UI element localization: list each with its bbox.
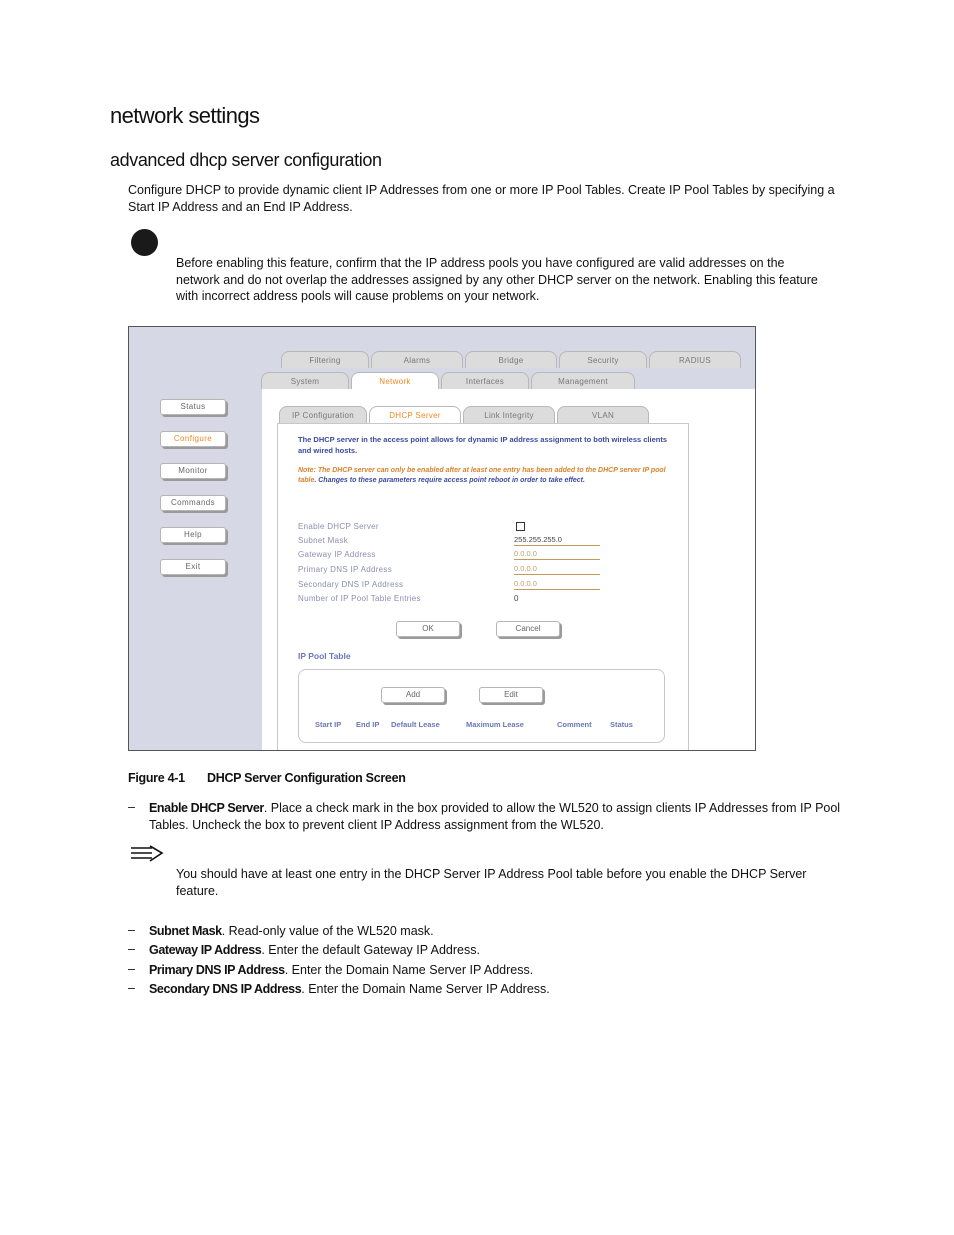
bullet-text: . Enter the Domain Name Server IP Address. [301, 982, 550, 996]
figure-number: Figure 4-1 [128, 771, 185, 785]
dhcp-panel [277, 423, 689, 751]
gateway-ip-label: Gateway IP Address [298, 550, 376, 559]
secondary-dns-label: Secondary DNS IP Address [298, 580, 404, 589]
note-pool: DHCP server IP pool table [298, 467, 666, 484]
primary-dns-input[interactable]: 0.0.0.0 [514, 563, 600, 575]
bullet-term: Secondary DNS IP Address [149, 982, 302, 996]
dhcp-description: The DHCP server in the access point allows for dynamic IP address assignment to both wireless clients and wired hosts. [298, 435, 668, 455]
tab-security[interactable]: Security [559, 351, 647, 368]
bullet-primary-dns [149, 962, 533, 979]
tab-radius[interactable]: RADIUS [649, 351, 741, 368]
bullet-text: . Read-only value of the WL520 mask. [221, 924, 434, 938]
note-line: You should have at least one entry in the DHCP Server IP Address Pool table before you enable the DHCP Server [176, 867, 807, 881]
caution-paragraph [176, 255, 818, 305]
column-comment: Comment [557, 720, 592, 729]
note-end: . Changes to these parameters require access point reboot in order to take effect. [314, 477, 585, 484]
note-paragraph [176, 866, 806, 899]
caution-line: with incorrect address pools will cause problems on your network. [176, 289, 540, 303]
page-heading: network settings [110, 103, 260, 128]
tab-interfaces[interactable]: Interfaces [441, 372, 529, 389]
ok-button[interactable]: OK [396, 621, 460, 637]
ip-pool-table [298, 669, 665, 743]
tab-ip-configuration[interactable]: IP Configuration [279, 406, 367, 423]
subnet-mask-label: Subnet Mask [298, 536, 348, 545]
bullet-dash: – [128, 800, 135, 814]
edit-button[interactable]: Edit [479, 687, 543, 703]
enable-dhcp-checkbox[interactable] [516, 522, 525, 531]
column-start-ip: Start IP [315, 720, 342, 729]
column-default-lease: Default Lease [391, 720, 440, 729]
note-prefix: Note: The DHCP server [298, 467, 375, 474]
intro-line: Configure DHCP to provide dynamic client IP Addresses from one or more IP Pool Tables. Create IP Pool Tables by specifying a [128, 183, 835, 197]
bullet-text: . Enter the default Gateway IP Address. [261, 943, 480, 957]
sidebar-configure-button[interactable]: Configure [160, 431, 226, 447]
cancel-button[interactable]: Cancel [496, 621, 560, 637]
enable-dhcp-label: Enable DHCP Server [298, 522, 379, 531]
tab-dhcp-server[interactable]: DHCP Server [369, 406, 461, 423]
tab-bridge[interactable]: Bridge [465, 351, 557, 368]
tab-system[interactable]: System [261, 372, 349, 389]
sidebar-status-button[interactable]: Status [160, 399, 226, 415]
pool-entries-label: Number of IP Pool Table Entries [298, 594, 421, 603]
bullet-term: Subnet Mask [149, 924, 222, 938]
bullet-line: Tables. Uncheck the box to prevent client IP Address assignment from the WL520. [149, 817, 604, 832]
sidebar-commands-button[interactable]: Commands [160, 495, 226, 511]
note-icon [130, 845, 164, 868]
note-middle: can only be enabled after at least one entry has been added to the [374, 467, 599, 474]
column-status: Status [610, 720, 633, 729]
caution-line: Before enabling this feature, confirm that the IP address pools you have configured are valid addresses on the [176, 256, 785, 270]
bullet-text: . Place a check mark in the box provided to allow the WL520 to assign clients IP Addresses from IP Pool [263, 801, 841, 815]
sidebar-monitor-button[interactable]: Monitor [160, 463, 226, 479]
column-maximum-lease: Maximum Lease [466, 720, 524, 729]
secondary-dns-input[interactable]: 0.0.0.0 [514, 578, 600, 590]
bullet-term: Enable DHCP Server [149, 801, 264, 815]
dhcp-screen-figure [128, 326, 756, 751]
bullet-term: Gateway IP Address [149, 943, 262, 957]
note-line: feature. [176, 883, 219, 898]
intro-paragraph [128, 182, 835, 215]
caution-icon [131, 229, 158, 256]
bullet-subnet-mask [149, 923, 434, 940]
figure-title: DHCP Server Configuration Screen [207, 771, 406, 785]
section-heading: advanced dhcp server configuration [110, 150, 382, 170]
bullet-enable-dhcp [149, 800, 840, 833]
tab-link-integrity[interactable]: Link Integrity [463, 406, 555, 423]
bullet-dash: – [128, 942, 135, 956]
primary-dns-label: Primary DNS IP Address [298, 565, 393, 574]
gateway-ip-input[interactable]: 0.0.0.0 [514, 548, 600, 560]
intro-line: Start IP Address and an End IP Address. [128, 199, 353, 214]
column-end-ip: End IP [356, 720, 380, 729]
add-button[interactable]: Add [381, 687, 445, 703]
bullet-secondary-dns [149, 981, 550, 998]
tab-filtering[interactable]: Filtering [281, 351, 369, 368]
bullet-gateway [149, 942, 480, 959]
bullet-term: Primary DNS IP Address [149, 963, 285, 977]
subnet-mask-field: 255.255.255.0 [514, 534, 600, 546]
caution-line: network and do not overlap the addresses assigned by any other DHCP server on the network. Enabling this feature [176, 272, 818, 287]
bullet-dash: – [128, 962, 135, 976]
dhcp-note [298, 466, 673, 486]
sidebar-help-button[interactable]: Help [160, 527, 226, 543]
tab-vlan[interactable]: VLAN [557, 406, 649, 423]
ip-pool-table-title: IP Pool Table [298, 651, 351, 661]
bullet-dash: – [128, 923, 135, 937]
tab-management[interactable]: Management [531, 372, 635, 389]
tab-network[interactable]: Network [351, 372, 439, 389]
figure-caption [128, 771, 406, 785]
bullet-text: . Enter the Domain Name Server IP Address. [284, 963, 534, 977]
bullet-line [149, 800, 840, 817]
sidebar-exit-button[interactable]: Exit [160, 559, 226, 575]
tab-alarms[interactable]: Alarms [371, 351, 463, 368]
bullet-dash: – [128, 981, 135, 995]
screen-sidebar [129, 327, 262, 750]
pool-entries-value: 0 [514, 594, 519, 603]
